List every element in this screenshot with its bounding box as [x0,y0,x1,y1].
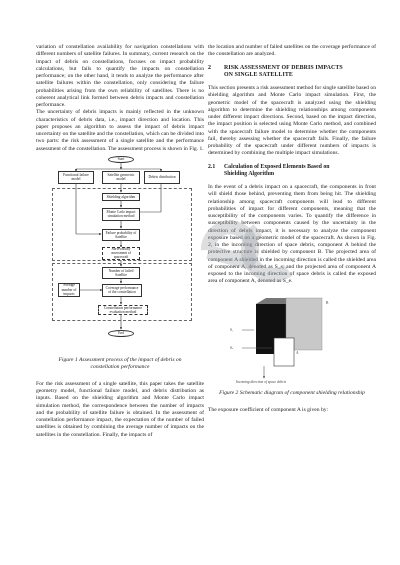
section-2-number: 2 [208,64,212,71]
section-2-1-title-line2: Shielding Algorithm [224,170,275,177]
section-2-1-title-line1: Calculation of Exposed Elements Based on [224,163,330,170]
flow-debris-distribution: Debris distribution [144,171,180,184]
section-2-title-line1: RISK ASSESSMENT OF DEBRIS IMPACTS [224,64,343,71]
flow-coverage-performance: Coverage performance of the constellation [102,284,142,297]
right-paragraph-2: This section presents a risk assessment method for single satellite based on shielding algorithm and Monte Carlo impact simulation. First, the geometric model of the spacecraft is analyzed using the shielding algorithm to determine the shielding relationships among components under different impact directions. Second, based on the impact direction, the impact position is selected using Monte Carlo method, and combined with the spacecraft failure model to determine whether the components fail, thereby assessing whether the spacecraft fails. Finally, the failure probability of the spacecraft under different numbers of impacts is determined by combining the multiple impact simulations. [208,85,376,157]
section-2-heading [208,65,376,80]
flow-average-impacts: Average number of impacts [58,283,80,297]
flow-number-failed: Number of failed Satellite [102,267,140,279]
figure-1-caption: Figure 1 Assessment process of the impact of debris on constellation performance [58,356,182,370]
flow-shielding-algorithm: Shielding algorithm [102,193,140,201]
figure-1-flowchart [36,155,204,353]
section-2-title-line2: ON SINGLE SATELLITE [224,71,293,78]
flow-end: End [108,330,134,337]
flow-failure-probability: Failure probability of Satellite [102,229,140,241]
right-paragraph-4: The exposure coefficient of component A is given by: [208,406,329,413]
section-2-1-heading [208,164,376,179]
fig2-incoming-direction-label: Incoming direction of space debris [236,379,286,384]
flow-start: Start [108,156,134,163]
left-column [36,44,204,439]
left-paragraph-2: The uncertainty of debris impacts is mainly reflected in the unknown characteristics of debris data, i.e., impact direction and location. This paper proposes an algorithm to assess the impact of debris impact uncertainty on the satellite and the constellation, which can be divided into two parts: the risk assessment of a single satellite and the performance assessment of the constellation. The assessment process is shown in Fig. 1. [36,109,204,152]
fig2-label-a: A [296,350,299,355]
right-paragraph-3: In the event of a debris impact on a spacecraft, the components in front will shield those behind, preventing them from being hit. The shielding relationship among spacecraft components will lead to different probabilities of impact for different components, meaning that the susceptibility of the components varies. To quantify the difference in susceptibility between components caused by the uncertainty in the direction of debris impact, it is necessary to analyze the component exposure based on a geometric model of the spacecraft. As shown in Fig. 2, in the incoming direction of space debris, component A behind the protective structure is shielded by component B. The projected area of component A shielded in the incoming direction is called the shielded area of component A, denoted as S_s, and the projected area of component A exposed to the incoming direction of space debris is called the exposed area of component A, denoted as S_e. [208,184,376,285]
flow-satellite-geometric-model: Satellite geometric model [102,171,140,184]
box-a [274,338,294,366]
flow-constellation-eval: Constellation performance evaluation method [98,305,148,315]
right-column [208,44,376,414]
flow-survivability: Survivability assessment of spacecraft [102,247,140,260]
figure-2-diagram [208,290,376,386]
right-paragraph-1: the location and number of failed satellites on the coverage performance of the constellation are analyzed. [208,44,376,58]
figure-2-caption: Figure 2 Schematic diagram of component shielding relationship [219,389,365,396]
figure-2-svg [208,290,376,386]
fig2-label-s2: Sₛ [230,345,234,350]
section-2-1-number: 2.1 [208,163,216,170]
left-paragraph-1: variation of constellation availability for navigation constellations with different numbers of satellite failures. In summary, current research on the impact of debris on constellations, focuses on impact probability calculations, but fails to quantify the impacts on constellation performance; on the other hand, it tends to analyze the performance after satellite failures within the constellation, only considering the failure probabilities arising from the own reliability of satellites. There is no coherent analytical link formed between debris impacts and constellation performance. [36,44,204,108]
left-paragraph-3: For the risk assessment of a single satellite, this paper takes the satellite geometry model, functional failure model, and debris distribution as inputs. Based on the shielding algorithm and Monte Carlo impact simulation method, the correspondence between the number of impacts and the probability of satellite failure is obtained. In the assessment of constellation performance impact, the expectation of the number of failed satellites is obtained by combining the average number of impacts on the satellites in the constellation. Finally, the impacts of [36,380,204,438]
fig2-label-b: B [326,300,329,305]
flow-monte-carlo: Monte Carlo impact simulation method [102,208,140,221]
fig2-label-s1: Sₑ [230,327,233,332]
flow-functional-failure-model: Functional failure model [58,171,94,184]
